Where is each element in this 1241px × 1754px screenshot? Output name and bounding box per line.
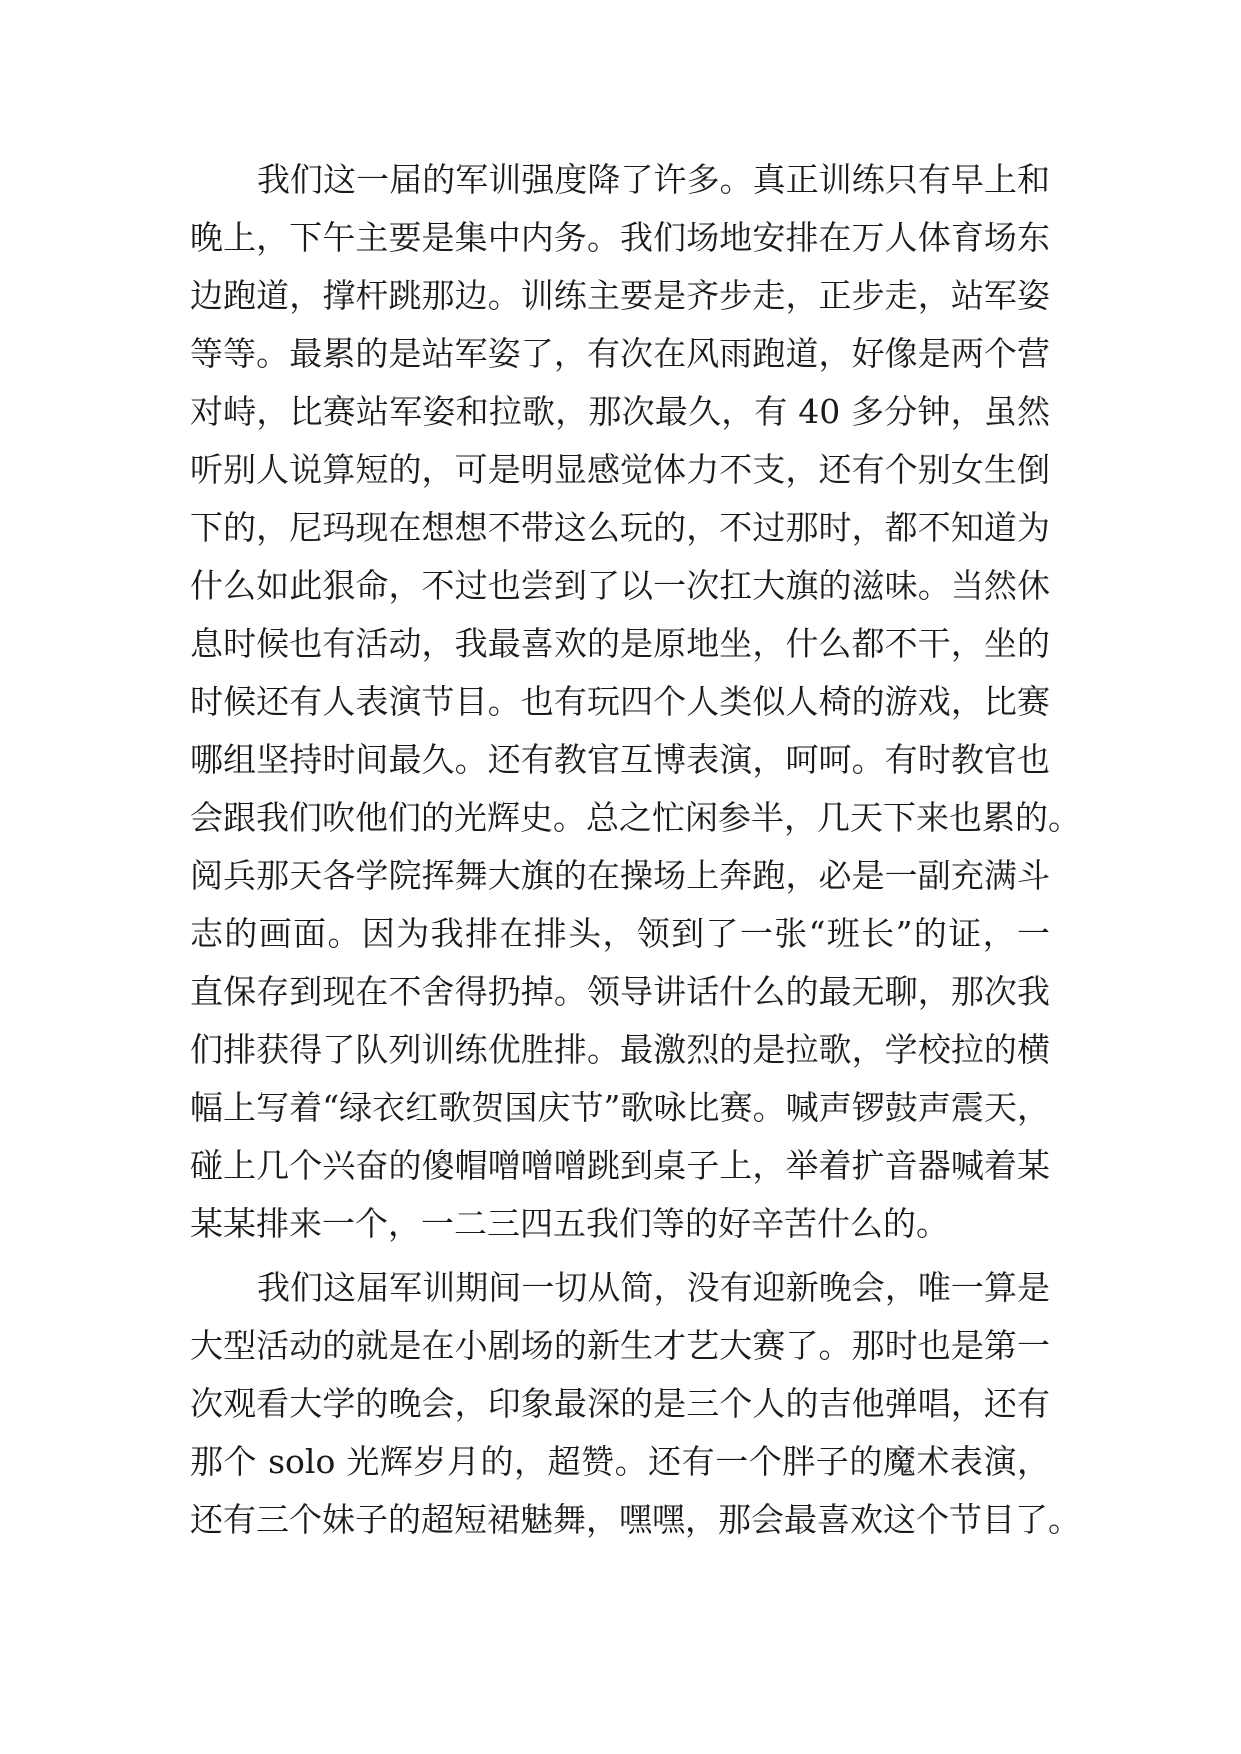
text-line: 阅兵那天各学院挥舞大旗的在操场上奔跑，必是一副充满斗 xyxy=(190,856,1050,895)
text-line: 幅上写着“绿衣红歌贺国庆节”歌咏比赛。喊声锣鼓声震天， xyxy=(190,1088,1050,1127)
text-line: 那个 solo 光辉岁月的，超赞。还有一个胖子的魔术表演， xyxy=(190,1442,1050,1481)
text-line: 们排获得了队列训练优胜排。最激烈的是拉歌，学校拉的横 xyxy=(190,1030,1050,1069)
text-line: 息时候也有活动，我最喜欢的是原地坐，什么都不干，坐的 xyxy=(190,624,1050,663)
text-line: 晚上，下午主要是集中内务。我们场地安排在万人体育场东 xyxy=(190,218,1050,257)
text-line: 大型活动的就是在小剧场的新生才艺大赛了。那时也是第一 xyxy=(190,1326,1050,1365)
text-line: 边跑道，撑杆跳那边。训练主要是齐步走，正步走，站军姿 xyxy=(190,276,1050,315)
text-line: 碰上几个兴奋的傻帽噌噌噌跳到桌子上，举着扩音器喊着某 xyxy=(190,1146,1050,1185)
text-line: 我们这届军训期间一切从简，没有迎新晚会，唯一算是 xyxy=(257,1268,1050,1307)
text-line: 什么如此狠命，不过也尝到了以一次扛大旗的滋味。当然休 xyxy=(190,566,1050,605)
text-line: 哪组坚持时间最久。还有教官互博表演，呵呵。有时教官也 xyxy=(190,740,1050,779)
text-line: 时候还有人表演节目。也有玩四个人类似人椅的游戏，比赛 xyxy=(190,682,1050,721)
text-line: 某某排来一个，一二三四五我们等的好辛苦什么的。 xyxy=(190,1204,949,1243)
text-line: 等等。最累的是站军姿了，有次在风雨跑道，好像是两个营 xyxy=(190,334,1050,373)
text-line: 直保存到现在不舍得扔掉。领导讲话什么的最无聊，那次我 xyxy=(190,972,1050,1011)
text-line: 次观看大学的晚会，印象最深的是三个人的吉他弹唱，还有 xyxy=(190,1384,1050,1423)
text-line: 听别人说算短的，可是明显感觉体力不支，还有个别女生倒 xyxy=(190,450,1050,489)
text-line: 下的，尼玛现在想想不带这么玩的，不过那时，都不知道为 xyxy=(190,508,1050,547)
text-line: 会跟我们吹他们的光辉史。总之忙闲参半，几天下来也累的。 xyxy=(190,798,1081,837)
text-line: 志的画面。因为我排在排头，领到了一张“班长”的证，一 xyxy=(190,914,1050,953)
text-line: 我们这一届的军训强度降了许多。真正训练只有早上和 xyxy=(257,160,1050,199)
text-line: 还有三个妹子的超短裙魅舞，嘿嘿，那会最喜欢这个节目了。 xyxy=(190,1500,1081,1539)
text-line: 对峙，比赛站军姿和拉歌，那次最久，有 40 多分钟，虽然 xyxy=(190,392,1050,431)
